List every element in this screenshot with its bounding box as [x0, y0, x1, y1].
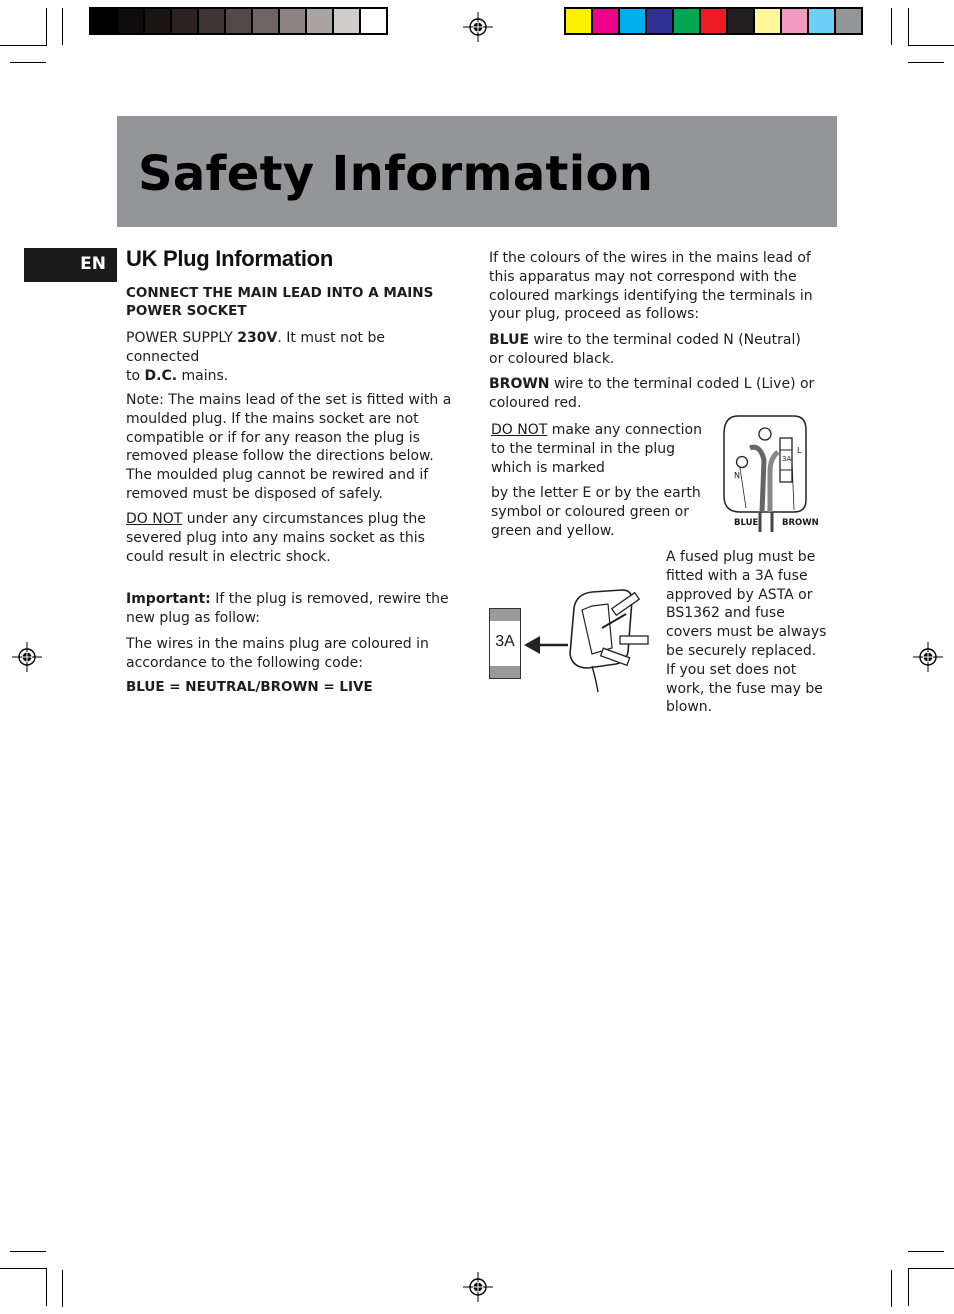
fuse-rating-label: 3A	[495, 633, 515, 650]
color-swatch	[782, 9, 809, 33]
fuse-paragraph: A fused plug must be fitted with a 3A fuse approved by ASTA or BS1362 and fuse covers must be always be securely replaced. If you set does not work, the fuse may be blown.	[666, 549, 827, 716]
color-swatch	[809, 9, 836, 33]
color-swatch	[836, 9, 861, 33]
do-not-warning: DO NOT under any circumstances plug the severed plug into any mains socket as this could result in electric shock.	[126, 511, 426, 565]
color-swatch	[199, 9, 226, 33]
mains-heading: CONNECT THE MAIN LEAD INTO A MAINS POWER SOCKET	[126, 285, 434, 319]
color-swatch	[334, 9, 361, 33]
color-swatch	[226, 9, 253, 33]
important-paragraph: Important: If the plug is removed, rewire the new plug as follow:	[126, 591, 449, 626]
crop-mark	[908, 8, 909, 46]
plug-with-fuse-icon	[562, 588, 652, 692]
note-paragraph: Note: The mains lead of the set is fitted with a moulded plug. If the mains socket are not compatible or if for any reason the plug is removed please follow the directions below. The moulded plug cannot be rewired and if removed must be disposed of safely.	[126, 392, 452, 502]
crop-mark	[908, 45, 954, 46]
color-swatch	[145, 9, 172, 33]
wire-colours-intro: If the colours of the wires in the mains lead of this apparatus may not correspond with the coloured markings identifying the terminals in your plug, proceed as follows:	[489, 250, 813, 323]
crop-mark	[0, 45, 47, 46]
crop-mark	[891, 1270, 892, 1307]
plug-fuse-label: 3A	[782, 455, 792, 463]
color-swatch	[674, 9, 701, 33]
blue-caption: BLUE	[734, 518, 759, 528]
registration-mark-icon	[913, 642, 943, 672]
crop-mark	[10, 1251, 46, 1252]
crop-mark	[908, 62, 944, 63]
color-swatch	[566, 9, 593, 33]
live-terminal-label: L	[797, 446, 802, 455]
crop-mark	[908, 1268, 954, 1269]
crop-mark	[10, 62, 46, 63]
color-swatch	[728, 9, 755, 33]
fuse-illustration	[489, 608, 521, 679]
registration-mark-icon	[463, 12, 493, 42]
crop-mark	[891, 8, 892, 45]
grayscale-color-bar	[89, 7, 388, 35]
process-color-bar	[564, 7, 863, 35]
crop-mark	[46, 1268, 47, 1306]
color-swatch	[361, 9, 386, 33]
color-swatch	[91, 9, 118, 33]
neutral-terminal-label: N	[734, 471, 740, 480]
color-swatch	[172, 9, 199, 33]
color-swatch	[620, 9, 647, 33]
section-title: UK Plug Information	[126, 246, 333, 271]
power-supply-text: POWER SUPPLY 230V. It must not be connected to D.C. mains.	[126, 330, 385, 384]
crop-mark	[908, 1251, 944, 1252]
language-label: EN	[80, 254, 106, 274]
color-swatch	[647, 9, 674, 33]
crop-mark	[908, 1268, 909, 1306]
brown-caption: BROWN	[782, 518, 819, 528]
crop-mark	[62, 1270, 63, 1307]
page-title: Safety Information	[138, 146, 654, 202]
color-swatch	[701, 9, 728, 33]
language-tab	[24, 248, 117, 282]
earth-warning: DO NOT make any connection to the terminal in the plug which is marked	[491, 422, 702, 476]
brown-wire-text: BROWN wire to the terminal coded L (Live) or coloured red.	[489, 376, 815, 411]
registration-mark-icon	[463, 1272, 493, 1302]
color-swatch	[280, 9, 307, 33]
color-swatch	[307, 9, 334, 33]
color-swatch	[755, 9, 782, 33]
crop-mark	[46, 8, 47, 46]
crop-mark	[62, 8, 63, 45]
header-banner	[117, 116, 837, 227]
earth-marking-text: by the letter E or by the earth symbol or coloured green or green and yellow.	[491, 485, 701, 539]
color-swatch	[118, 9, 145, 33]
registration-mark-icon	[12, 642, 42, 672]
wire-code-paragraph: The wires in the mains plug are coloured in accordance to the following code:	[126, 636, 429, 671]
color-swatch	[253, 9, 280, 33]
blue-wire-text: BLUE wire to the terminal coded N (Neutral) or coloured black.	[489, 332, 801, 367]
crop-mark	[0, 1268, 47, 1269]
color-swatch	[593, 9, 620, 33]
wire-code-line: BLUE = NEUTRAL/BROWN = LIVE	[126, 679, 373, 695]
